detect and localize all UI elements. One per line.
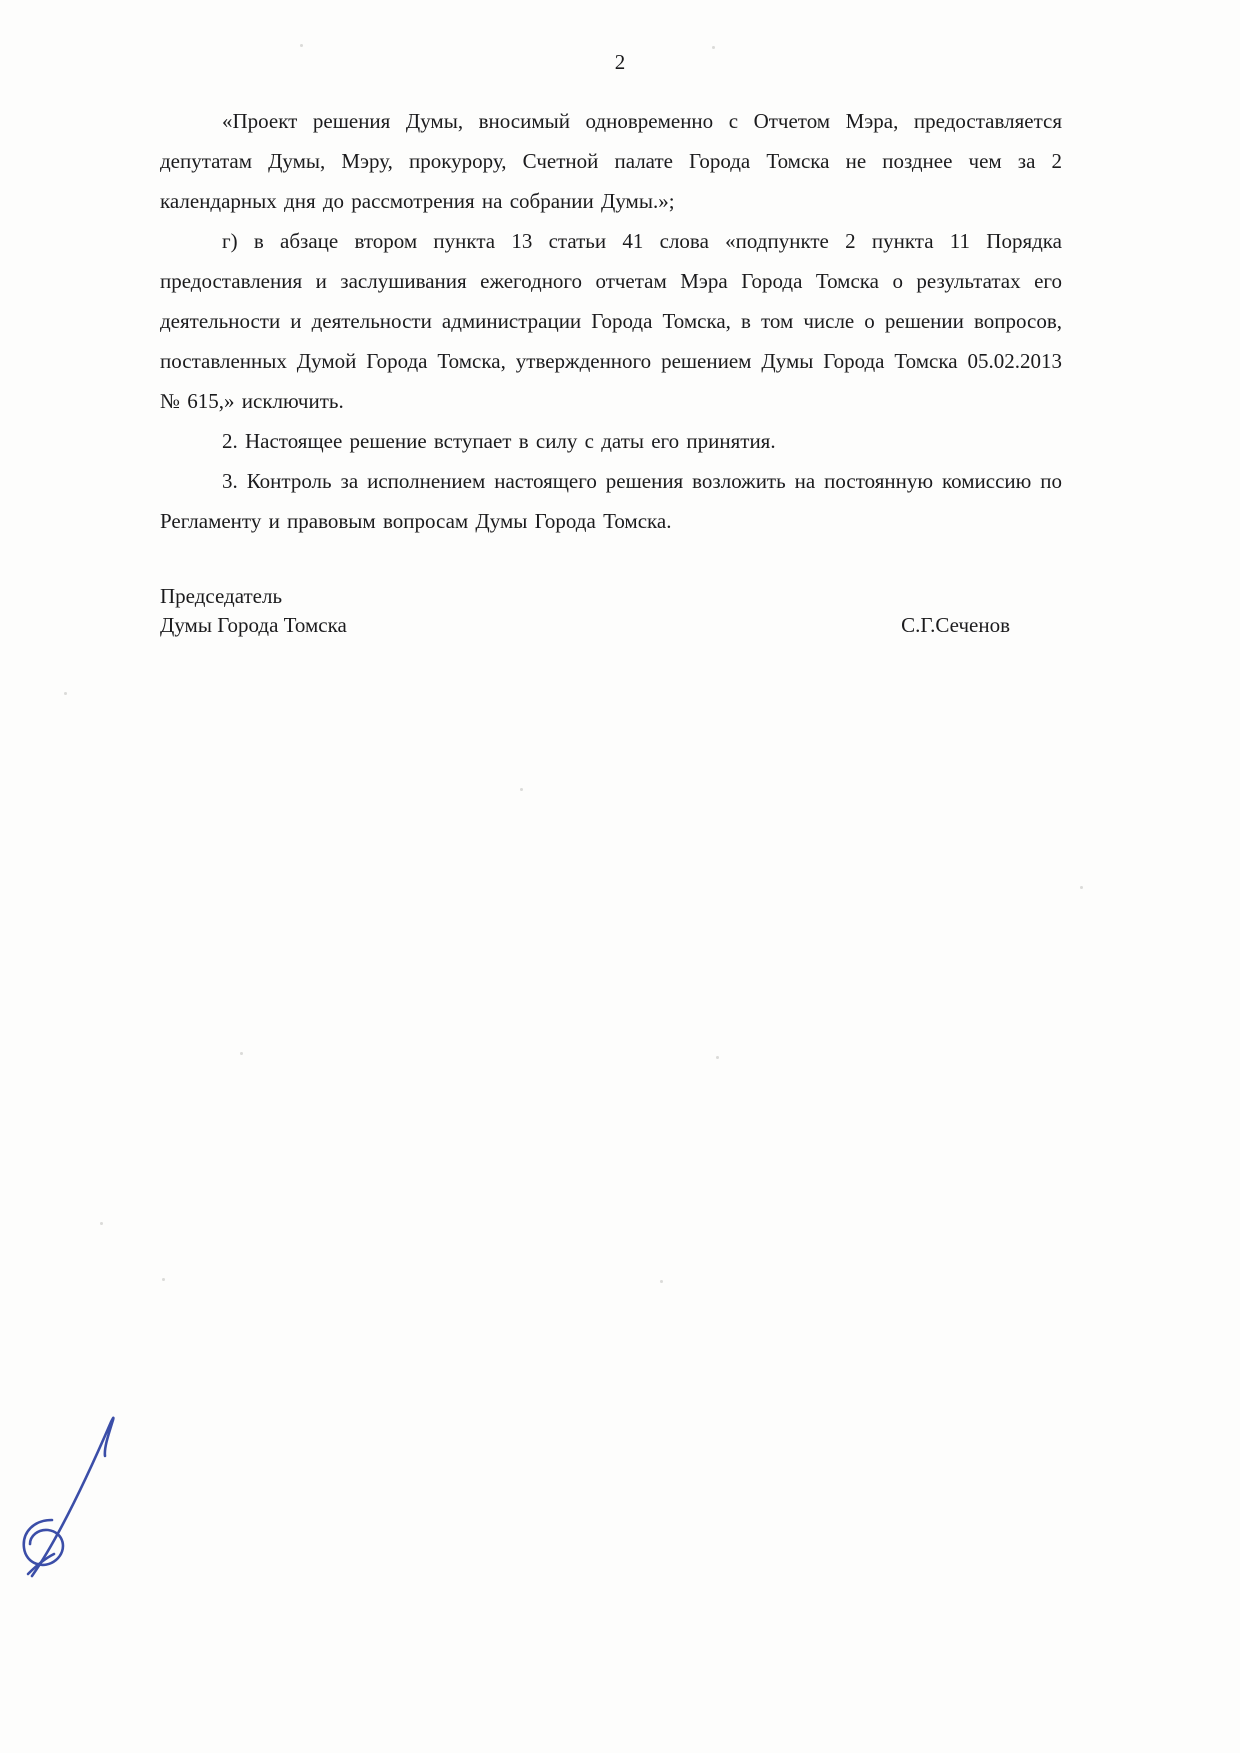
handwritten-signature-icon <box>18 1408 128 1583</box>
scan-speck <box>660 1280 663 1283</box>
paragraph-amendment-g: г) в абзаце втором пункта 13 статьи 41 слова «подпункте 2 пункта 11 Порядка предоставления и заслушивания ежегодного отчетам Мэра Города Томска о результатах его деятельности и деятельности администрации Города Томска, в том числе о решении вопросов, поставленных Думой Города Томска, утвержденного решением Думы Города Томска 05.02.2013 № 615,» исключить. <box>160 229 1062 413</box>
paragraph-quote-project: «Проект решения Думы, вносимый одновременно с Отчетом Мэра, предоставляется депутатам Думы, Мэру, прокурору, Счетной палате Города Томска не позднее чем за 2 календарных дня до рассмотрения на собрании Думы.»; <box>160 109 1062 213</box>
scan-speck <box>240 1052 243 1055</box>
scan-speck <box>712 46 715 49</box>
signatory-title-line2: Думы Города Томска <box>160 613 347 637</box>
scan-speck <box>64 692 67 695</box>
signature-block <box>160 582 1062 640</box>
document-body <box>160 101 1062 541</box>
scan-speck <box>520 788 523 791</box>
paragraph-point-3: 3. Контроль за исполнением настоящего решения возложить на постоянную комиссию по Регламенту и правовым вопросам Думы Города Томска. <box>160 469 1062 533</box>
scan-speck <box>162 1278 165 1281</box>
scan-speck <box>300 44 303 47</box>
page-number: 2 <box>614 50 626 74</box>
scan-speck <box>100 1222 103 1225</box>
signatory-title-line1: Председатель <box>160 584 283 608</box>
scan-speck <box>716 1056 719 1059</box>
signatory-title <box>160 582 347 640</box>
paragraph-point-2: 2. Настоящее решение вступает в силу с даты его принятия. <box>222 429 776 453</box>
scan-speck <box>1080 886 1083 889</box>
signatory-name: С.Г.Сеченов <box>901 613 1010 637</box>
